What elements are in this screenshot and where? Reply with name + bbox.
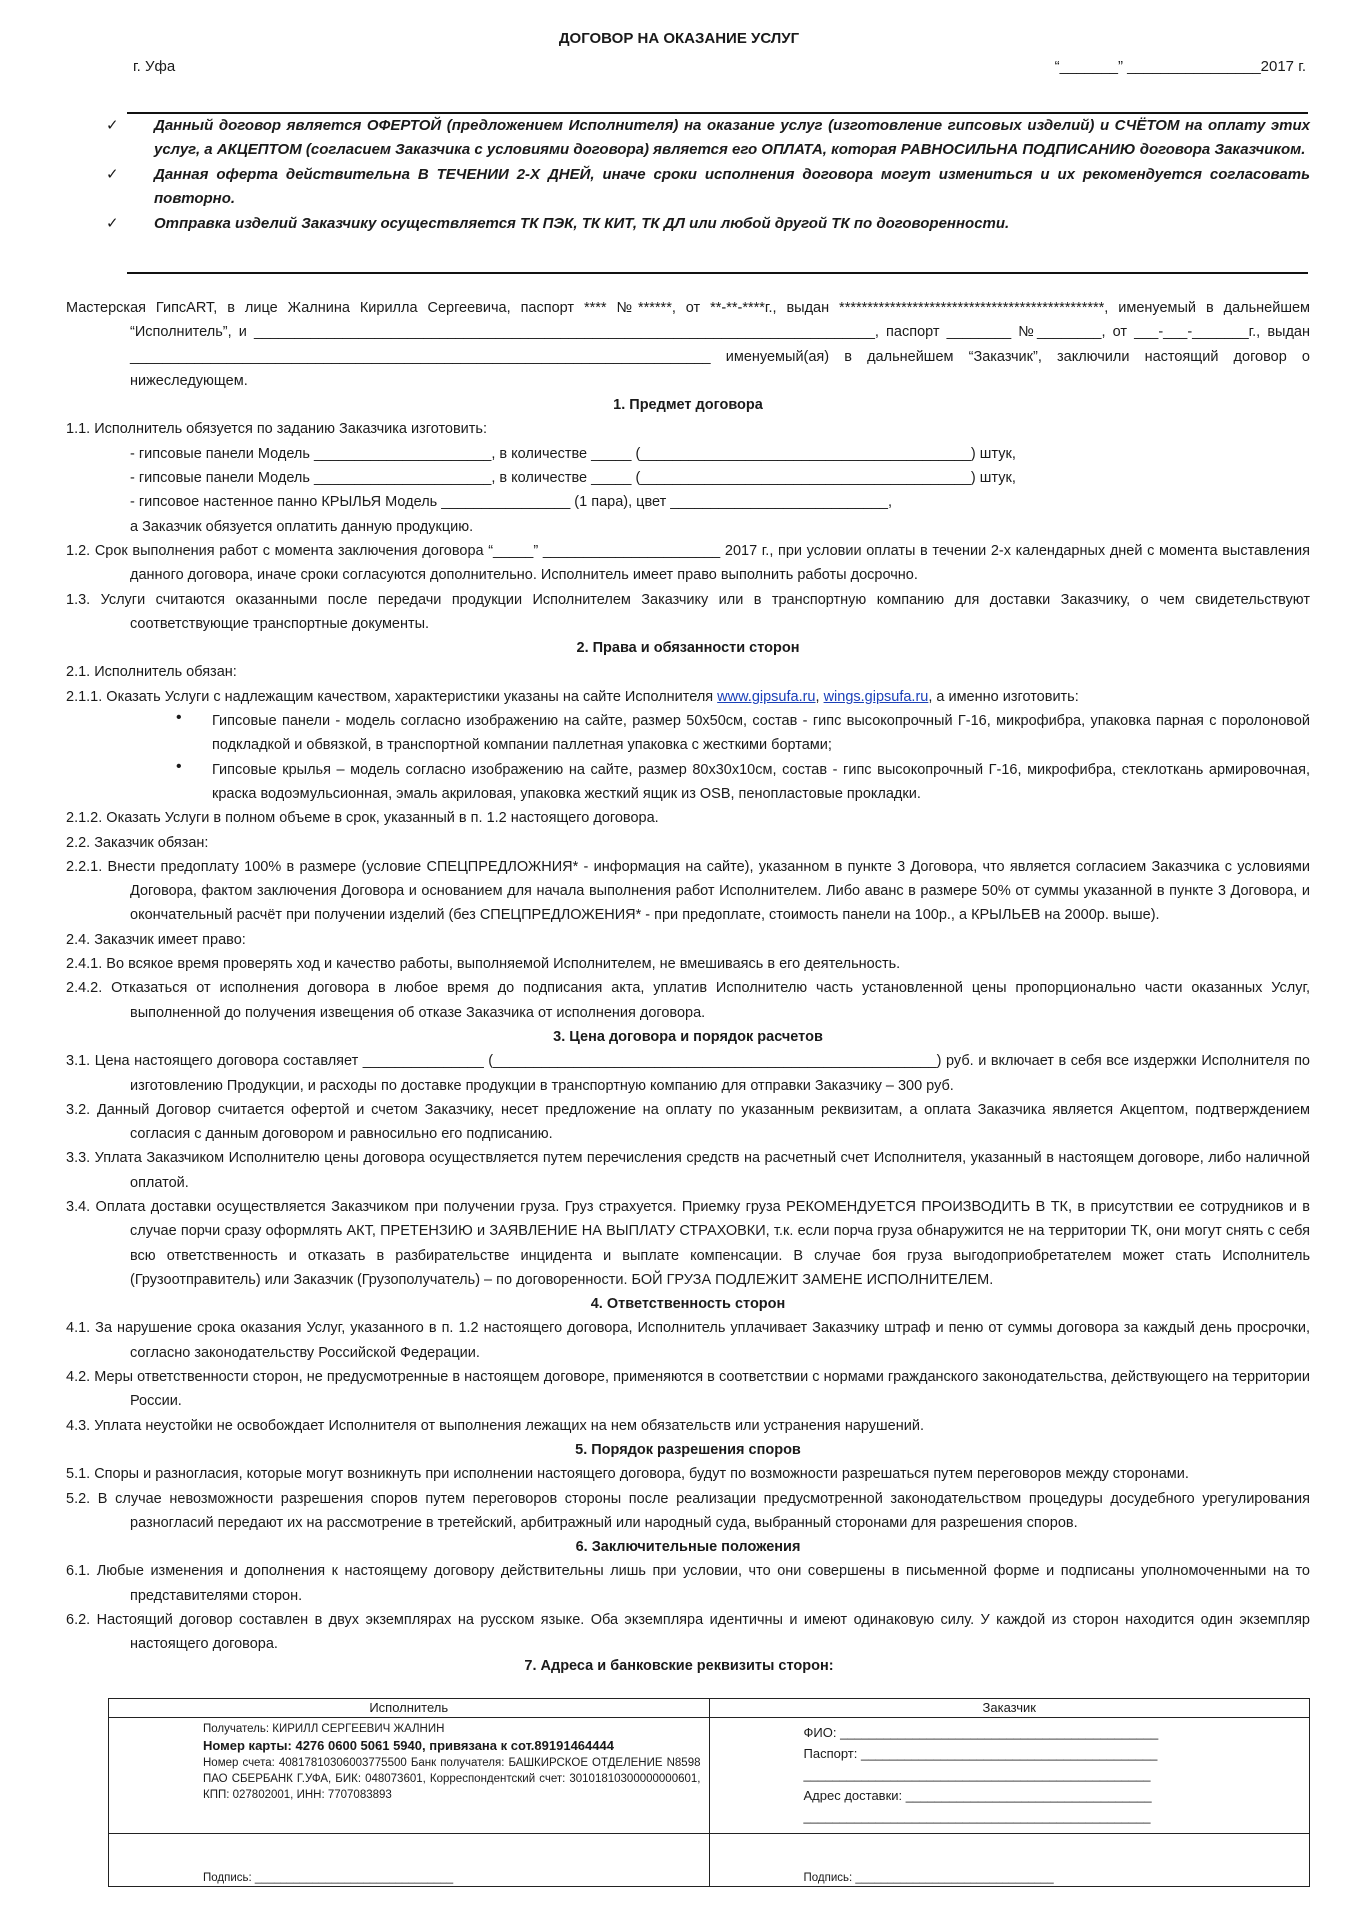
- clause-2-1-1-end: , а именно изготовить:: [928, 688, 1079, 705]
- clause-3-4: 3.4. Оплата доставки осуществляется Заказчиком при получении груза. Груз страхуется. Приемку груза РЕКОМЕНДУЕТСЯ ПРОИЗВОДИТЬ В ТК, в присутствии ее сотрудников и в случае порчи сразу оформлять АКТ, ПРЕТЕНЗИЮ и ЗАЯВЛЕНИЕ НА ВЫПЛАТУ СТРАХОВКИ, т.к. если порча груза обнаружится не на территории ТК, они могут снять с себя всю ответственность и отказать в разбирательстве инцидента и выплате компенсации. В случае боя груза выгодоприобретателем может стать Исполнитель (Грузоотправитель) или Заказчик (Грузополучатель) – по договоренности. БОЙ ГРУЗА ПОДЛЕЖИТ ЗАМЕНЕ ИСПОЛНИТЕЛЕМ.: [66, 1198, 1310, 1288]
- bullet-icon: •: [176, 757, 182, 775]
- bullet-text: Гипсовые крылья – модель согласно изображению на сайте, размер 80х30х10см, состав - гипс высокопрочный Г-16, микрофибра, стеклоткань армировочная, краска водоэмульсионная, эмаль акриловая, упаковка жесткий ящик из OSB, пенопластовые прокладки.: [212, 761, 1310, 802]
- order-line: - гипсовые панели Модель ______________________, в количестве _____ (_________________________________________) штук,: [130, 445, 1016, 462]
- section-heading-3: 3. Цена договора и порядок расчетов: [553, 1028, 823, 1045]
- city: г. Уфа: [133, 58, 176, 75]
- clause-1-2: 1.2. Срок выполнения работ с момента заключения договора “_____” ______________________ 2017 г., при условии оплаты в течении 2-х календарных дней с момента выставления данного договора, иначе сроки согласуются дополнительно. Исполнитель имеет право выполнить работы досрочно.: [66, 542, 1310, 584]
- customer-signature-cell: [709, 1834, 1310, 1887]
- order-line: - гипсовые панели Модель ______________________, в количестве _____ (_________________________________________) штук,: [130, 470, 1016, 487]
- notice-text: Данный договор является ОФЕРТОЙ (предложением Исполнителя) на оказание услуг (изготовление гипсовых изделий) и СЧЁТОМ на оплату этих услуг, а АКЦЕПТОМ (согласием Заказчика с условиями договора) является его ОПЛАТА, которая РАВНОСИЛЬНА ПОДПИСАНИЮ договора Заказчиком.: [154, 117, 1310, 158]
- clause-2-4-1: 2.4.1. Во всякое время проверять ход и качество работы, выполняемой Исполнителем, не вмешиваясь в его деятельность.: [66, 956, 901, 973]
- clause-2-1-2: 2.1.2. Оказать Услуги в полном объеме в срок, указанный в п. 1.2 настоящего договора.: [66, 810, 659, 827]
- customer-passport-field-2[interactable]: ________________________________________________: [803, 1767, 1151, 1782]
- clause-2-2-1: 2.2.1. Внести предоплату 100% в размере (условие СПЕЦПРЕДЛОЖНИЯ* - информация на сайте), указанном в пункте 3 Договора, что является согласием Заказчика с условиями Договора, фактом заключения Договора и основанием для начала выполнения работ Исполнителем. Либо аванс в размере 50% от суммы указанной в пункте 3 Договора, и окончательный расчёт при получении изделий (без СПЕЦПРЕДЛОЖЕНИЯ* - при предоплате, стоимость панели на 100р., а КРЫЛЬЕВ на 2000р. выше).: [66, 858, 1310, 924]
- contract-body: [66, 296, 1310, 1657]
- delivery-address-field-2[interactable]: ________________________________________________: [803, 1809, 1151, 1824]
- order-line: а Заказчик обязуется оплатить данную продукцию.: [130, 518, 474, 535]
- customer-details: [709, 1718, 1310, 1834]
- section-heading-1: 1. Предмет договора: [613, 397, 763, 414]
- clause-2-4-2: 2.4.2. Отказаться от исполнения договора в любое время до подписания акта, уплатив Исполнителю часть установленной цены пропорционально части оказанных Услуг, выполненной до получения извещения об отказе Заказчика от исполнения договора.: [66, 980, 1310, 1021]
- intro-paragraph: Мастерская ГипсART, в лице Жалнина Кирилла Сергеевича, паспорт **** №******, от **-**-****г., выдан ***********************************************, именуемый в дальнейшем “Исполнитель”, и _____________________________________________________________________________, паспорт ________ №________, от ___-___-_______г., выдан ________________________________________________________________________ именуемый(ая) в дальнейшем “Заказчик”, заключили настоящий договор о нижеследующем.: [66, 300, 1310, 389]
- clause-3-2: 3.2. Данный Договор считается офертой и счетом Заказчику, несет предложение на оплату по указанным реквизитам, а оплата Заказчика является Акцептом, подтверждением согласия с данным договором и равносильно его подписанию.: [66, 1101, 1310, 1143]
- clause-1-3: 1.3. Услуги считаются оказанными после передачи продукции Исполнителем Заказчику или в транспортную компанию для доставки Заказчику, о чем свидетельствуют соответствующие транспортные документы.: [66, 591, 1310, 632]
- customer-column-header: Заказчик: [709, 1699, 1310, 1718]
- bullet-item: [66, 758, 1310, 807]
- executor-column-header: Исполнитель: [109, 1699, 710, 1718]
- clause-2-1-1: [66, 685, 1310, 709]
- clause-2-1-1-text: 2.1.1. Оказать Услуги с надлежащим качеством, характеристики указаны на сайте Исполнителя: [66, 688, 718, 705]
- checkmark-icon: ✓: [106, 215, 119, 232]
- section-heading-2: 2. Права и обязанности сторон: [576, 640, 800, 657]
- order-line: - гипсовое настенное панно КРЫЛЬЯ Модель ________________ (1 пара), цвет ___________________________,: [130, 494, 893, 511]
- checkmark-icon: ✓: [106, 166, 119, 183]
- clause-1-1: 1.1. Исполнитель обязуется по заданию Заказчика изготовить:: [66, 421, 488, 438]
- executor-signature-cell: [109, 1834, 710, 1887]
- document-title: ДОГОВОР НА ОКАЗАНИЕ УСЛУГ: [558, 30, 800, 47]
- executor-signature-line[interactable]: Подпись: _______________________________: [203, 1872, 454, 1884]
- site-link-gipsufa[interactable]: www.gipsufa.ru: [717, 688, 816, 705]
- notice-text: Данная оферта действительна В ТЕЧЕНИИ 2-Х ДНЕЙ, иначе сроки исполнения договора могут измениться и их рекомендуется согласовать повторно.: [154, 166, 1310, 207]
- clause-2-2: 2.2. Заказчик обязан:: [66, 834, 209, 851]
- clause-2-1: 2.1. Исполнитель обязан:: [66, 664, 237, 681]
- checkmark-icon: ✓: [106, 117, 119, 134]
- contract-date: “_______” ________________2017 г.: [1054, 58, 1306, 75]
- customer-passport-field[interactable]: Паспорт: _________________________________________: [803, 1746, 1158, 1761]
- clause-6-1: 6.1. Любые изменения и дополнения к настоящему договору действительны лишь при условии, что они совершены в письменной форме и подписаны уполномоченными на то представителями сторон.: [66, 1563, 1310, 1604]
- notice-text: Отправка изделий Заказчику осуществляется ТК ПЭК, ТК КИТ, ТК ДЛ или любой другой ТК по договоренности.: [154, 215, 1010, 232]
- link-separator: ,: [815, 688, 824, 705]
- bullet-text: Гипсовые панели - модель согласно изображению на сайте, размер 50х50см, состав - гипс высокопрочный Г-16, микрофибра, упаковка парная с поролоновой подкладкой и обвязкой, в транспортной компании паллетная упаковка с жесткими бортами;: [212, 713, 1310, 754]
- clause-5-1: 5.1. Споры и разногласия, которые могут возникнуть при исполнении настоящего договора, будут по возможности разрешаться путем переговоров между сторонами.: [66, 1466, 1189, 1483]
- card-number: Номер карты: 4276 0600 5061 5940, привязана к сот.89191464444: [203, 1738, 614, 1753]
- section-heading-5: 5. Порядок разрешения споров: [575, 1441, 801, 1458]
- delivery-address-field[interactable]: Адрес доставки: __________________________________: [803, 1788, 1152, 1803]
- clause-4-3: 4.3. Уплата неустойки не освобождает Исполнителя от выполнения лежащих на нем обязательств или устранения нарушений.: [66, 1417, 924, 1434]
- section-heading-6: 6. Заключительные положения: [575, 1539, 801, 1556]
- clause-2-4: 2.4. Заказчик имеет право:: [66, 931, 246, 948]
- bullet-icon: •: [176, 709, 182, 727]
- section-heading-4: 4. Ответственность сторон: [590, 1296, 786, 1313]
- clause-5-2: 5.2. В случае невозможности разрешения споров путем переговоров стороны после реализации предусмотренной законодательством процедуры досудебного урегулирования разногласий передают их на рассмотрение в третейский, арбитражный или народный суда, выбранный сторонами для разрешения споров.: [66, 1490, 1310, 1531]
- bullet-item: [66, 709, 1310, 758]
- bank-details: Номер счета: 40817810306003775500 Банк получателя: БАШКИРСКОЕ ОТДЕЛЕНИЕ N8598 ПАО СБЕРБАНК Г.УФА, БИК: 048073601, Корреспондентский счет: 30101810300000000601, КПП: 027802001, ИНН: 7707083893: [203, 1757, 701, 1801]
- executor-details: [109, 1718, 710, 1834]
- section-heading-7: 7. Адреса и банковские реквизиты сторон:: [524, 1658, 834, 1674]
- requisites-table: [108, 1698, 1310, 1887]
- customer-fio-field[interactable]: ФИО: ____________________________________________: [803, 1725, 1159, 1740]
- clause-3-3: 3.3. Уплата Заказчиком Исполнителю цены договора осуществляется путем перечисления средств на расчетный счет Исполнителя, указанный в настоящем договоре, либо наличной оплатой.: [66, 1150, 1310, 1191]
- clause-4-1: 4.1. За нарушение срока оказания Услуг, указанного в п. 1.2 настоящего договора, Исполнитель уплачивает Заказчику штраф и пеню от суммы договора за каждый день просрочки, согласно законодательству Российской Федерации.: [66, 1320, 1310, 1361]
- site-link-wings[interactable]: wings.gipsufa.ru: [823, 688, 929, 705]
- clause-4-2: 4.2. Меры ответственности сторон, не предусмотренные в настоящем договоре, применяются в соответствии с нормами гражданского законодательства, действующего на территории России.: [66, 1369, 1310, 1410]
- recipient-name: Получатель: КИРИЛЛ СЕРГЕЕВИЧ ЖАЛНИН: [203, 1723, 445, 1735]
- divider-bottom: [127, 272, 1308, 274]
- customer-signature-line[interactable]: Подпись: _______________________________: [803, 1872, 1054, 1884]
- notice-item: [100, 212, 1310, 236]
- clause-3-1: 3.1. Цена настоящего договора составляет _______________ (_______________________________________________________) руб. и включает в себя все издержки Исполнителя по изготовлению Продукции, и расходы по доставке продукции в транспортную компанию для отправки Заказчику – 300 руб.: [66, 1053, 1310, 1094]
- clause-6-2: 6.2. Настоящий договор составлен в двух экземплярах на русском языке. Оба экземпляра идентичны и имеют одинаковую силу. У каждой из сторон находится один экземпляр настоящего договора.: [66, 1612, 1310, 1653]
- notice-item: [100, 163, 1310, 211]
- notice-item: [100, 114, 1310, 162]
- offer-notices: [100, 114, 1310, 237]
